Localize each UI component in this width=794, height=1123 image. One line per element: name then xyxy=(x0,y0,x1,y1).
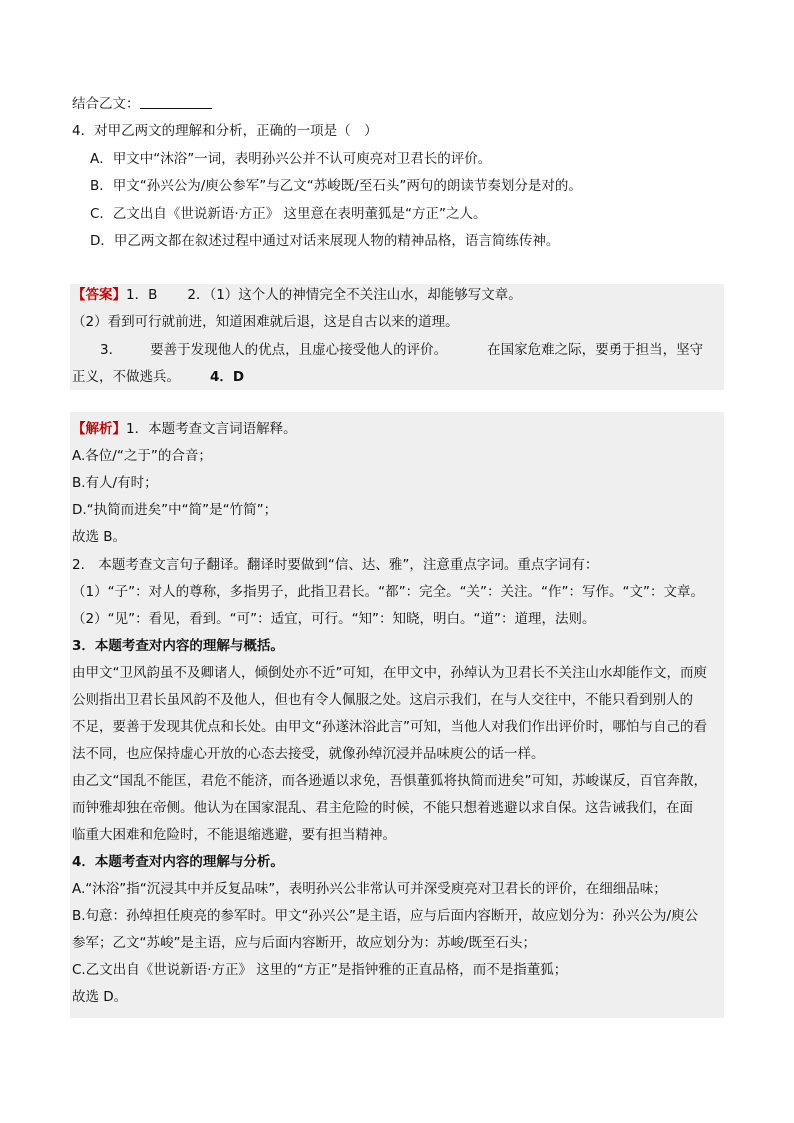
analysis-head-3: 3．本题考查对内容的理解与概括。 xyxy=(72,638,284,654)
answer-3-num: 3． xyxy=(100,342,123,358)
combine-label: 结合乙文： xyxy=(72,96,140,112)
analysis-3a-1: 由甲文“卫风韵虽不及卿诸人，倾倒处亦不近”可知，在甲文中，孙绰认为卫君长不关注山水却能作文，而庾 xyxy=(72,665,707,681)
analysis-2b: （2）“见”：看见，看到。“可”：适宜，可行。“知”：知晓，明白。“道”：道理，法则。 xyxy=(72,611,596,627)
analysis-line-1 xyxy=(72,420,297,438)
analysis-tag: 【解析】 xyxy=(72,421,126,437)
option-c: C．乙文出自《世说新语·方正》 这里意在表明董狐是“方正”之人。 xyxy=(90,206,487,222)
answer-blank xyxy=(140,95,212,109)
analysis-1d: D.“执简而进矣”中“简”是“竹简”； xyxy=(72,502,278,518)
analysis-4a: A.“沐浴”指“沉浸其中并反复品味”，表明孙兴公非常认可并深受庾亮对卫君长的评价，在细细品味； xyxy=(72,881,667,897)
analysis-1-end: 故选 B。 xyxy=(72,529,127,545)
analysis-4-end: 故选 D。 xyxy=(72,989,128,1005)
analysis-3b-2: 而钟雅却独在帝侧。他认为在国家混乱、君主危险的时候，不能只想着逃避以求自保。这告诫我们，在面 xyxy=(72,800,693,816)
analysis-2a: （1）“子”：对人的尊称，多指男子，此指卫君长。“都”：完全。“关”：关注。“作”：写作。“文”：文章。 xyxy=(72,584,705,600)
combine-line xyxy=(72,95,212,113)
option-d: D．甲乙两文都在叙述过程中通过对话来展现人物的精神品格，语言简练传神。 xyxy=(90,233,560,249)
answer-3-text1: 要善于发现他人的优点，且虚心接受他人的评价。 xyxy=(150,342,448,358)
analysis-3b-1: 由乙文“国乱不能匡，君危不能济，而各逊遁以求免，吾惧董狐将执简而进矣”可知，苏峻谋反，百官奔散， xyxy=(72,773,707,789)
answer-line-4 xyxy=(72,368,244,386)
analysis-3b-3: 临重大困难和危险时，不能退缩逃避，要有担当精神。 xyxy=(72,827,396,843)
analysis-3a-3: 不足，要善于发现其优点和长处。由甲文“孙遂沐浴此言”可知，当他人对我们作出评价时，哪怕与自己的看 xyxy=(72,719,707,735)
analysis-1a: A.各位/“之于”的合音； xyxy=(72,448,212,464)
answer-line-1 xyxy=(72,286,522,304)
analysis-3a-2: 公则指出卫君长虽风韵不及他人，但也有令人佩服之处。这启示我们，在与人交往中，不能只看到别人的 xyxy=(72,692,693,708)
analysis-head-4: 4．本题考查对内容的理解与分析。 xyxy=(72,854,284,870)
analysis-head-2: 2． 本题考查文言句子翻译。翻译时要做到“信、达、雅”，注意重点字词。重点字词有： xyxy=(72,557,599,573)
analysis-4c: C.乙文出自《世说新语·方正》 这里的“方正”是指钟雅的正直品格，而不是指董狐； xyxy=(72,962,568,978)
answer-tag: 【答案】 xyxy=(72,287,126,303)
answer-1: 1．B xyxy=(126,287,158,303)
answer-3-text2: 在国家危难之际，要勇于担当，坚守 xyxy=(487,342,704,358)
analysis-head-1: 1．本题考查文言词语解释。 xyxy=(126,421,297,437)
answer-4: 4．D xyxy=(210,369,245,385)
answer-3-text3: 正义，不做逃兵。 xyxy=(72,369,180,385)
analysis-4b-1: B.句意：孙绰担任庾亮的参军时。甲文“孙兴公”是主语，应与后面内容断开，故应划分为：孙兴公为/庾公 xyxy=(72,908,699,924)
answer-2-part1: 2．（1）这个人的神情完全不关注山水，却能够写文章。 xyxy=(187,287,522,303)
option-b: B．甲文“孙兴公为/庾公参军”与乙文“苏峻既/至石头”两句的朗读节奏划分是对的。 xyxy=(90,178,582,194)
analysis-4b-2: 参军；乙文“苏峻”是主语，应与后面内容断开，故应划分为：苏峻/既至石头； xyxy=(72,935,537,951)
option-a: A．甲文中“沐浴”一词，表明孙兴公并不认可庾亮对卫君长的评价。 xyxy=(90,151,492,167)
q4-stem: 4．对甲乙两文的理解和分析，正确的一项是（ ） xyxy=(72,123,378,139)
answer-line-3 xyxy=(100,341,703,359)
answer-2-part2: （2）看到可行就前进，知道困难就后退，这是自古以来的道理。 xyxy=(72,314,459,330)
analysis-3a-4: 法不同，也应保持虚心开放的心态去接受，就像孙绰沉浸并品味庾公的话一样。 xyxy=(72,746,545,762)
analysis-1b: B.有人/有时； xyxy=(72,475,158,491)
